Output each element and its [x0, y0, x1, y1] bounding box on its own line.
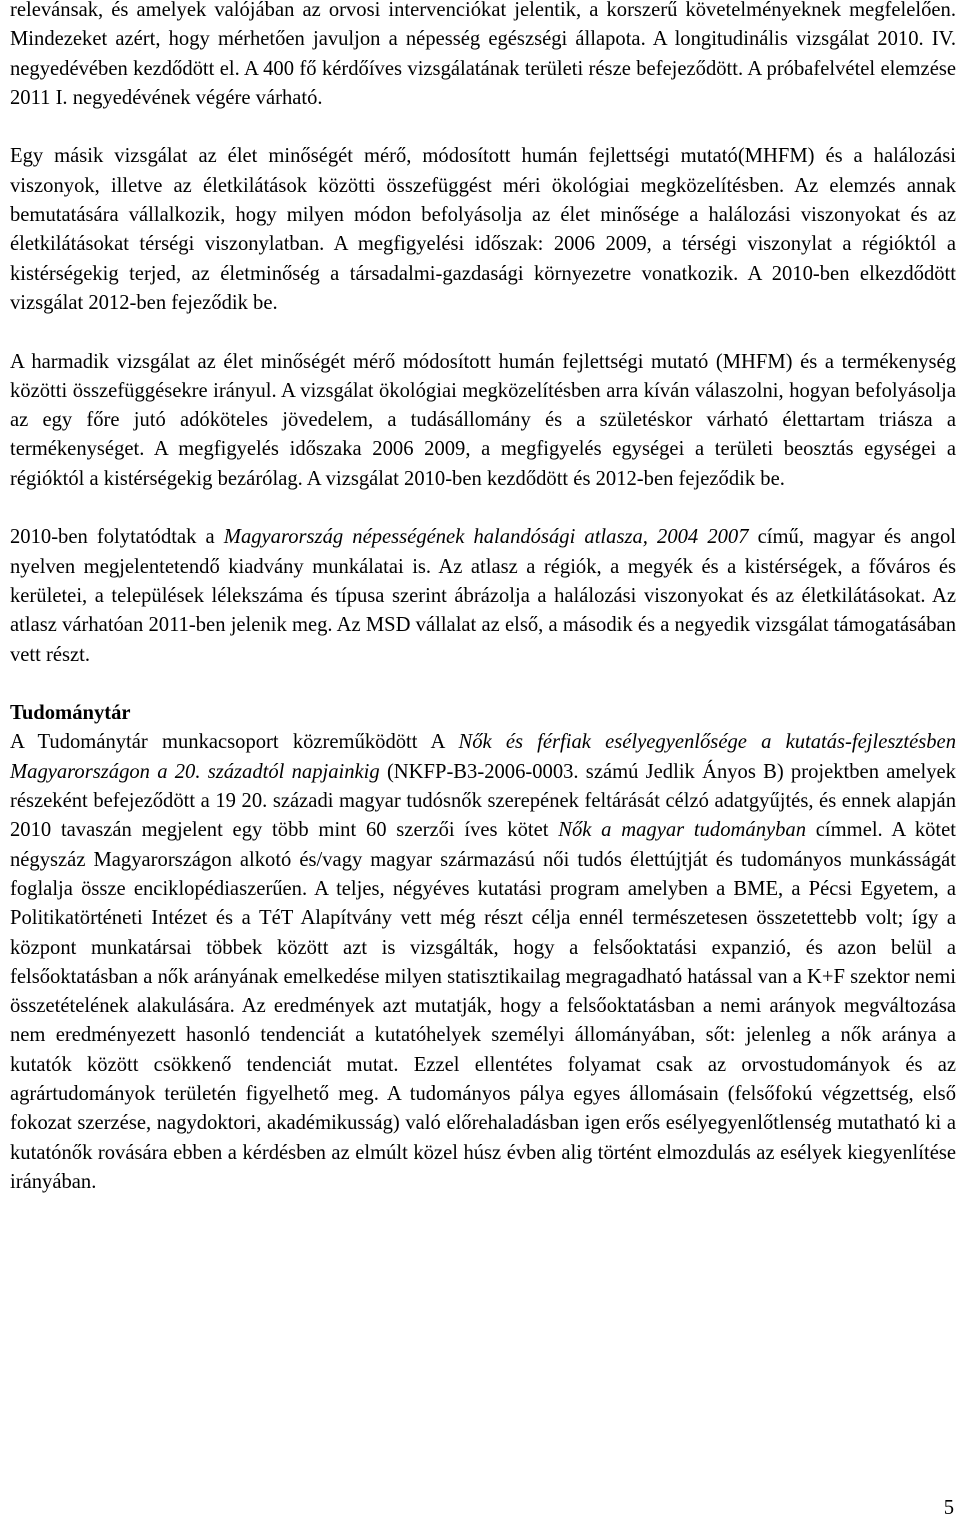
paragraph-tudomanytar — [10, 728, 956, 1197]
project-title: Nők és férfiak esélyegyenlősége a kutatás-fejlesztésben Magyarországon a 20. századtól napjainkig — [10, 731, 956, 783]
page-number: 5 — [943, 1497, 954, 1519]
paragraph-atlas — [10, 523, 956, 669]
paragraph-third-study: A harmadik vizsgálat az élet minőségét mérő módosított humán fejlettségi mutató (MHFM) és a termékenység közötti összefüggésekre irányul. A vizsgálat ökológiai megközelítésben arra kíván válaszolni, hogyan befolyásolja az egy főre jutó adóköteles jövedelem, a tudásállomány és a születéskor várható élettartam triásza a termékenységet. A megfigyelés időszaka 2006 2009, a megfigyelés egységei a területi beosztás egységei a régióktól a kistérségekig bezárólag. A vizsgálat 2010-ben kezdődött és 2012-ben fejeződik be. — [10, 350, 956, 490]
paragraph-second-study: Egy másik vizsgálat az élet minőségét mérő, módosított humán fejlettségi mutató(MHFM) és a halálozási viszonyok, illetve az életkilátások közötti összefüggést méri ökológiai megközelítésben. Az elemzés annak bemutatására vállalkozik, hogy milyen módon befolyásolja az élet minősége a halálozási viszonyokat és az életkilátásokat térségi viszonylatban. A megfigyelési időszak: 2006 2009, a térségi viszonylat a régióktól a kistérségekig terjed, az életminőség a társadalmi-gazdasági környezetre vonatkozik. A 2010-ben elkezdődött vizsgálat 2012-ben fejeződik be. — [10, 145, 956, 314]
section-heading-tudomanytar: Tudománytár — [10, 702, 131, 725]
tudomanytar-text-after: címmel. A kötet négyszáz Magyarországon alkotó és/vagy magyar származású női tudós élettújtját és tudományos munkásságát foglalja össze enciklopédiaszerűen. A teljes, négyéves kutatási program amelyben a BME, a Pécsi Egyetem, a Politikatörténeti Intézet és a TéT Alapítvány vett még részt célja ennél természetesen összetettebb volt; így a központ munkatársai többek között azt is vizsgálták, hogy a felsőoktatási expanzió, és azon belül a felsőoktatásban a nők arányának emelkedése milyen statisztikailag megragadható hatással van a K+F szektor nemi összetételének alakulására. Az eredmények azt mutatják, hogy a felsőoktatásban a nemi arányok megváltozása nem eredményezett hasonló tendenciát a kutatóhelyek személyi állományában, sőt: jelenleg a nők aránya a kutatók között csökkenő tendenciát mutat. Ezzel ellentétes folyamat csak az orvostudományok és az agrártudományok területén figyelhető meg. A tudományos pálya egyes állomásain (felsőfokú végzettség, első fokozat szerzése, nagydoktori, akadémikusság) való előrehaladásban igen erős esélyegyenlőtlenség mutatható ki a kutatónők rovására ebben a kérdésben az elmúlt közel húsz évben alig történt elmozdulás az esélyek kiegyenlítése irányában. — [10, 819, 956, 1193]
atlas-text-after: című, magyar és angol nyelven megjelentetendő kiadvány munkálatai is. Az atlasz a régiók, a megyék és a kistérségek, a főváros és kerületei, a települések lélekszáma és típusa szerint ábrázolja a halálozási viszonyokat és az életkilátásokat. Az atlasz várhatóan 2011-ben jelenik meg. Az MSD vállalat az első, a második és a negyedik vizsgálat támogatásában vett részt. — [10, 526, 956, 666]
atlas-title: Magyarország népességének halandósági atlasza, 2004 2007 — [223, 526, 749, 549]
atlas-text-before: 2010-ben folytatódtak a — [10, 526, 224, 549]
paragraph-intro-continued: relevánsak, és amelyek valójában az orvosi intervenciókat jelentik, a korszerű követelményeknek megfelelően. Mindezeket azért, hogy mérhetően javuljon a népesség egészségi állapota. A longitudinális vizsgálat 2010. IV. negyedévében kezdődött el. A 400 fő kérdőíves vizsgálatának területi része befejeződött. A próbafelvétel elemzése 2011 I. negyedévének végére várható. — [10, 0, 956, 109]
tudomanytar-text-before: A Tudománytár munkacsoport közreműködött A — [10, 731, 459, 754]
document-page — [10, 0, 956, 1197]
book-title: Nők a magyar tudományban — [558, 819, 807, 842]
tudomanytar-text-mid: (NKFP-B3-2006-0003. számú Jedlik Ányos B) projektben amelyek részeként befejeződött a 19 20. századi magyar tudósnők szerepének feltárását célzó adatgyűjtés, és ennek alapján 2010 tavaszán megjelent egy több mint 60 szerzői íves kötet — [10, 760, 956, 842]
